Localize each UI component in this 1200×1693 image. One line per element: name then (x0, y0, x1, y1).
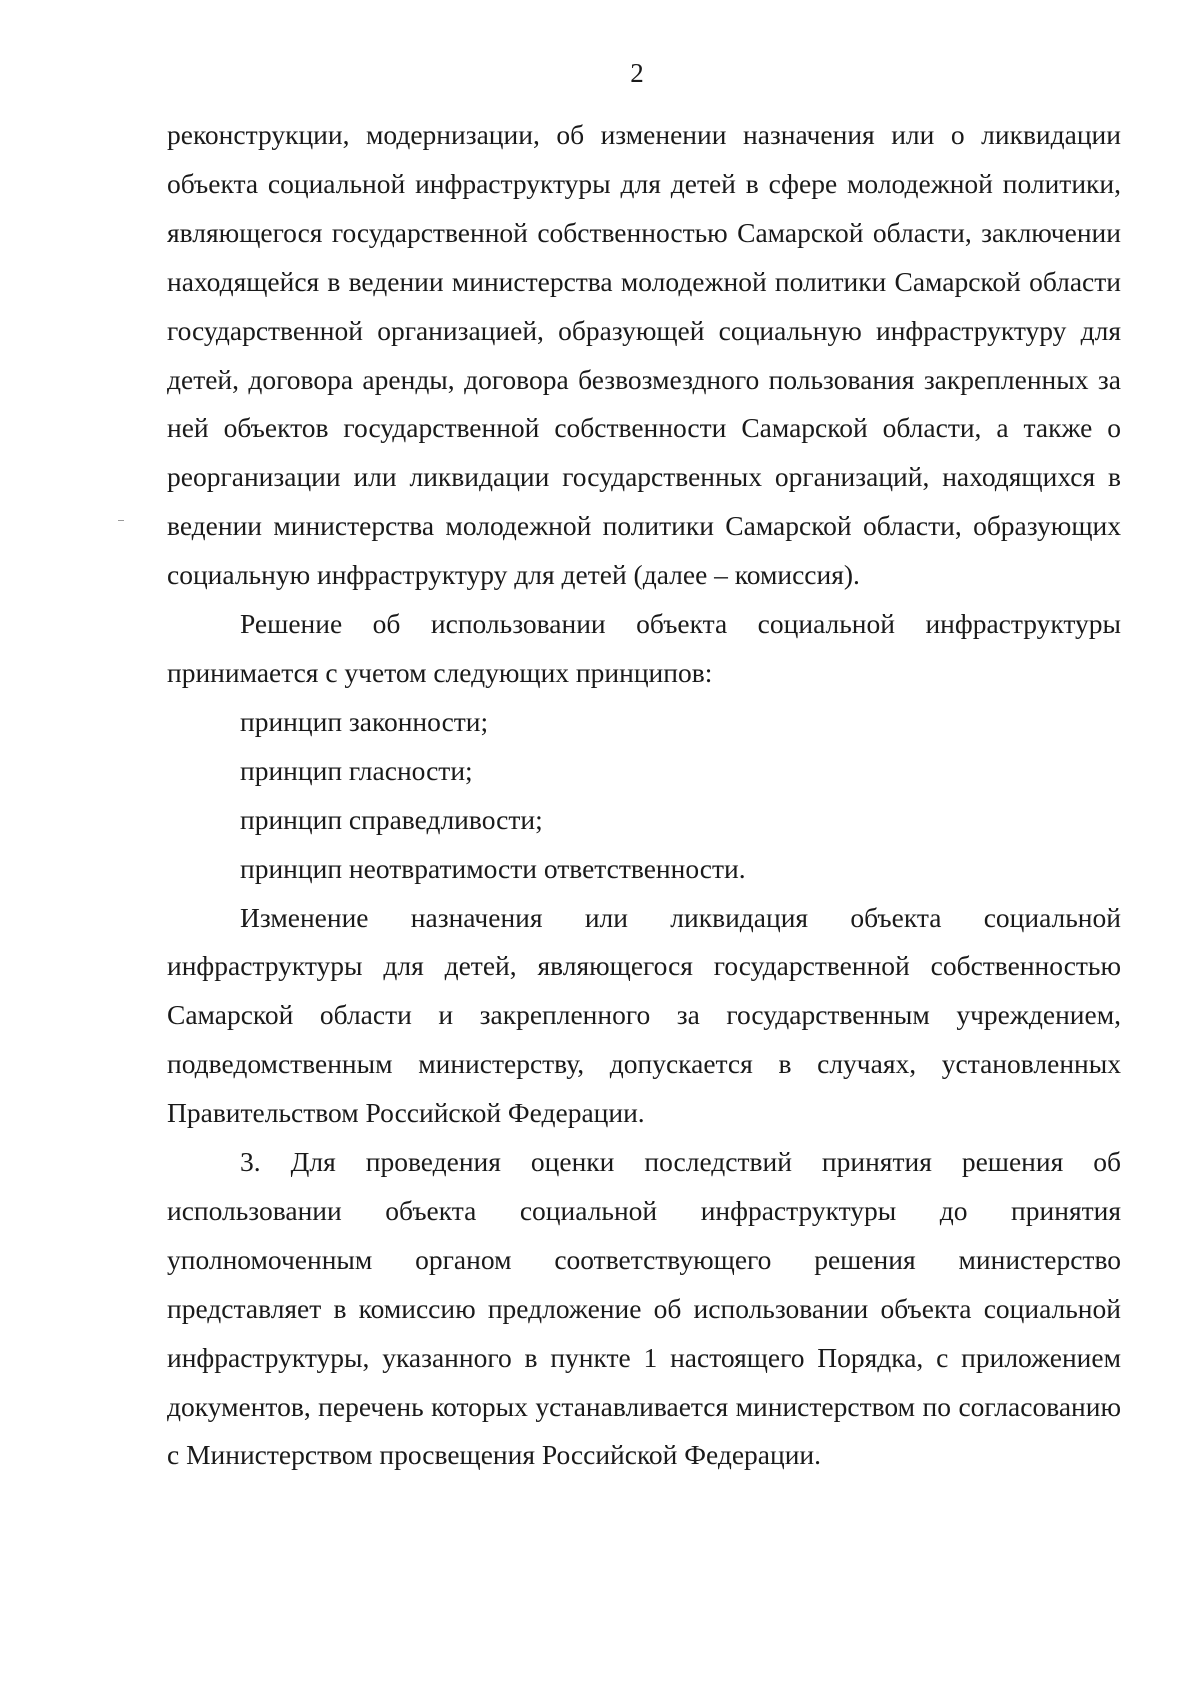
paragraph-commission-definition: реконструкции, модернизации, об изменении назначения или о ликвидации объекта социальной инфраструктуры для детей в сфере молодежной политики, являющегося государственной собственностью Самарской области, заключении находящейся в ведении министерства молодежной политики Самарской области государственной организацией, образующей социальную инфраструктуру для детей, договора аренды, договора безвозмездного пользования закрепленных за ней объектов государственной собственности Самарской области, а также о реорганизации или ликвидации государственных организаций, находящихся в ведении министерства молодежной политики Самарской области, образующих социальную инфраструктуру для детей (далее – комиссия). (167, 119, 1121, 591)
paragraph-decision-principles: Решение об использовании объекта социальной инфраструктуры принимается с учетом следующих принципов: (167, 608, 1121, 688)
paragraph-change-of-purpose: Изменение назначения или ликвидация объекта социальной инфраструктуры для детей, являющегося государственной собственностью Самарской области и закрепленного за государственным учреждением, подведомственным министерству, допускается в случаях, установленных Правительством Российской Федерации. (167, 901, 1121, 1129)
principle-legality: принцип законности; (240, 705, 489, 737)
principle-inevitability: принцип неотвратимости ответственности. (240, 852, 746, 884)
document-body (167, 111, 1121, 1480)
scan-margin-mark (118, 520, 124, 521)
page-number: 2 (630, 58, 644, 88)
principle-publicity: принцип гласности; (240, 754, 473, 786)
principle-justice: принцип справедливости; (240, 803, 543, 835)
paragraph-item-3-assessment: 3. Для проведения оценки последствий принятия решения об использовании объекта социальной инфраструктуры до принятия уполномоченным органом соответствующего решения министерство представляет в комиссию предложение об использовании объекта социальной инфраструктуры, указанного в пункте 1 настоящего Порядка, с приложением документов, перечень которых устанавливается министерством по согласованию с Министерством просвещения Российской Федерации. (167, 1146, 1121, 1471)
